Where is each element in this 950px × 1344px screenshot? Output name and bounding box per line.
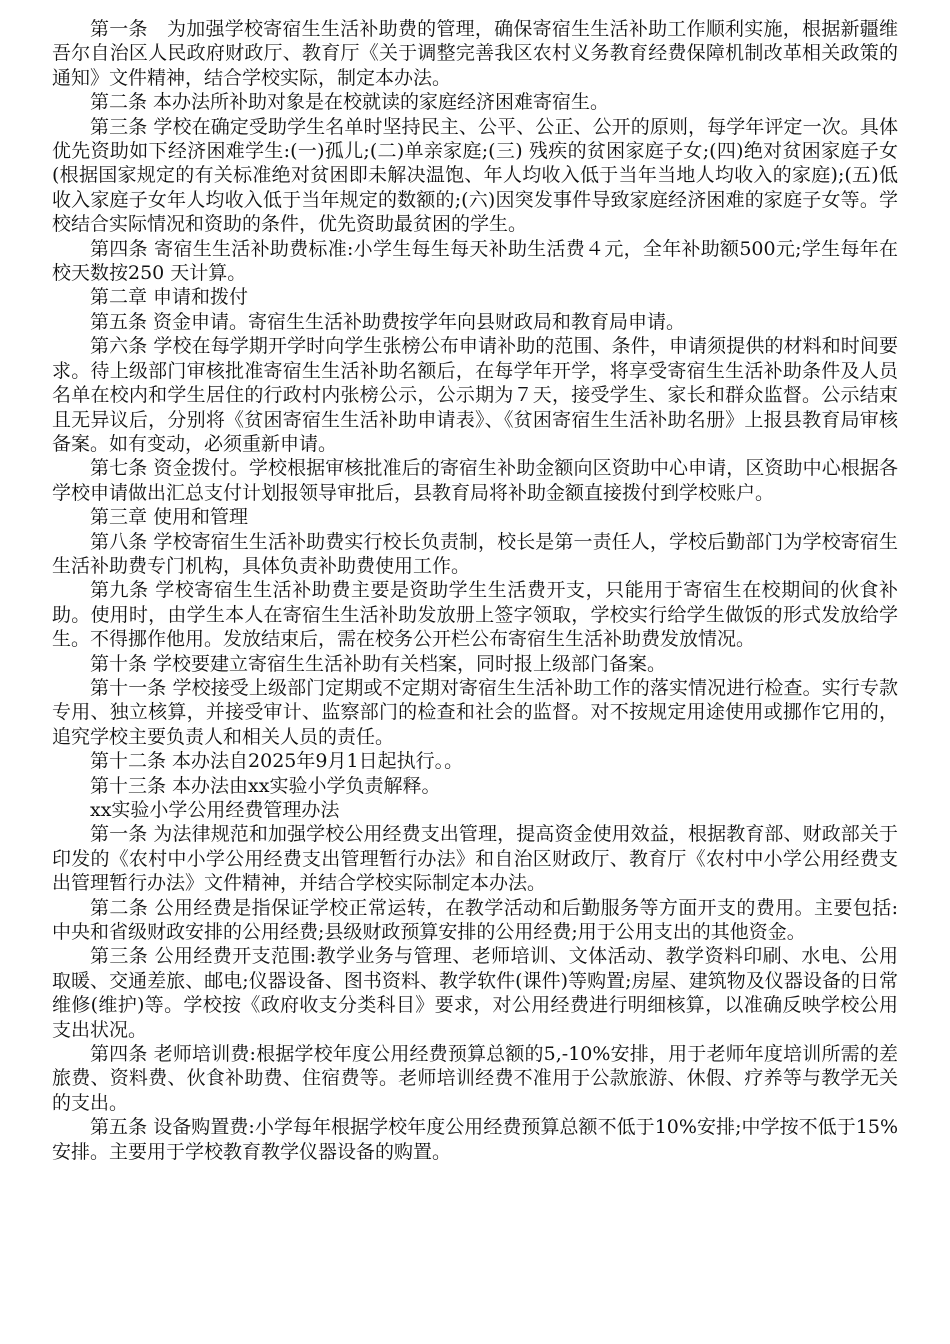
article-7-paragraph: 第七条 资金拨付。学校根据审核批准后的寄宿生补助金额向区资助中心申请，区资助中心根据各学校申请做出汇总支付计划报领导审批后，县教育局将补助金额直接拨付到学校账户。 [52,457,898,504]
article-2-paragraph: 第二条 本办法所补助对象是在校就读的家庭经济困难寄宿生。 [90,91,610,114]
funds-article-4-paragraph: 第四条 老师培训费:根据学校年度公用经费预算总额的5,-10%安排，用于老师年度培训所需的差旅费、资料费、伙食补助费、住宿费等。老师培训经费不准用于公款旅游、休假、疗养等与教学无关的支出。 [52,1043,898,1114]
document-body [52,17,898,1164]
article-12-paragraph: 第十二条 本办法自2025年9月1日起执行。。 [90,750,464,773]
article-9-paragraph: 第九条 学校寄宿生生活补助费主要是资助学生生活费开支，只能用于寄宿生在校期间的伙食补助。使用时，由学生本人在寄宿生生活补助发放册上签字领取，学校实行给学生做饭的形式发放给学生。不得挪作他用。发放结束后，需在校务公开栏公布寄宿生生活补助费发放情况。 [52,579,898,651]
article-13-paragraph: 第十三条 本办法由xx实验小学负责解释。 [90,774,441,797]
article-4-paragraph: 第四条 寄宿生生活补助费标准:小学生每生每天补助生活费４元，全年补助额500元;学生每年在校天数按250 天计算。 [52,237,898,285]
article-6-paragraph: 第六条 学校在每学期开学时向学生张榜公布申请补助的范围、条件，申请须提供的材料和时间要求。待上级部门审核批准寄宿生生活补助名额后，在每学年开学，将享受寄宿生生活补助条件及人员名单在校内和学生居住的行政村内张榜公示，公示期为７天，接受学生、家长和群众监督。公示结束且无异议后，分别将《贫困寄宿生生活补助申请表》、《贫困寄宿生生活补助名册》上报县教育局审核备案。如有变动，必须重新申请。 [52,335,898,455]
funds-article-1-paragraph: 第一条 为法律规范和加强学校公用经费支出管理，提高资金使用效益，根据教育部、财政部关于印发的《农村中小学公用经费支出管理暂行办法》和自治区财政厅、教育厅《农村中小学公用经费支出管理暂行办法》文件精神，并结合学校实际制定本办法。 [52,823,898,895]
funds-article-2-paragraph: 第二条 公用经费是指保证学校正常运转，在教学活动和后勤服务等方面开支的费用。主要包括:中央和省级财政安排的公用经费;县级财政预算安排的公用经费;用于公用支出的其他资金。 [52,896,898,944]
article-3-paragraph: 第三条 学校在确定受助学生名单时坚持民主、公平、公正、公开的原则，每学年评定一次。具体优先资助如下经济困难学生:(一)孤儿;(二)单亲家庭;(三) 残疾的贫困家庭子女;(四)绝对贫困家庭子女(根据国家规定的有关标准绝对贫困即未解决温饱、年人均收入低于当年当地人均收入的家庭);(五)低收入家庭子女年人均收入低于当年规定的数额的;(六)因突发事件导致家庭经济困难的家庭子女等。学校结合实际情况和资助的条件，优先资助最贫困的学生。 [52,115,898,236]
second-document-title: xx实验小学公用经费管理办法 [90,799,340,821]
funds-article-5-paragraph: 第五条 设备购置费:小学每年根据学校年度公用经费预算总额不低于10%安排;中学按不低于15%安排。主要用于学校教育教学仪器设备的购置。 [52,1116,898,1163]
chapter-3-heading: 第三章 使用和管理 [90,506,249,529]
article-5-paragraph: 第五条 资金申请。寄宿生生活补助费按学年向县财政局和教育局申请。 [90,310,686,333]
article-1-paragraph: 第一条 为加强学校寄宿生生活补助费的管理，确保寄宿生生活补助工作顺利实施，根据新疆维吾尔自治区人民政府财政厅、教育厅《关于调整完善我区农村义务教育经费保障机制改革相关政策的通知》文件精神，结合学校实际，制定本办法。 [52,18,898,89]
article-11-paragraph: 第十一条 学校接受上级部门定期或不定期对寄宿生生活补助工作的落实情况进行检查。实行专款专用、独立核算，并接受审计、监察部门的检查和社会的监督。对不按规定用途使用或挪作它用的，追究学校主要负责人和相关人员的责任。 [52,676,898,748]
funds-article-3-paragraph: 第三条 公用经费开支范围:教学业务与管理、老师培训、文体活动、教学资料印刷、水电、公用取暖、交通差旅、邮电;仪器设备、图书资料、教学软件(课件)等购置;房屋、建筑物及仪器设备的日常维修(维护)等。学校按《政府收支分类科目》要求，对公用经费进行明细核算，以准确反映学校公用支出状况。 [52,945,898,1041]
article-8-paragraph: 第八条 学校寄宿生生活补助费实行校长负责制，校长是第一责任人，学校后勤部门为学校寄宿生生活补助费专门机构，具体负责补助费使用工作。 [52,530,898,577]
chapter-2-heading: 第二章 申请和拨付 [90,286,249,309]
article-10-paragraph: 第十条 学校要建立寄宿生生活补助有关档案，同时报上级部门备案。 [90,652,667,675]
